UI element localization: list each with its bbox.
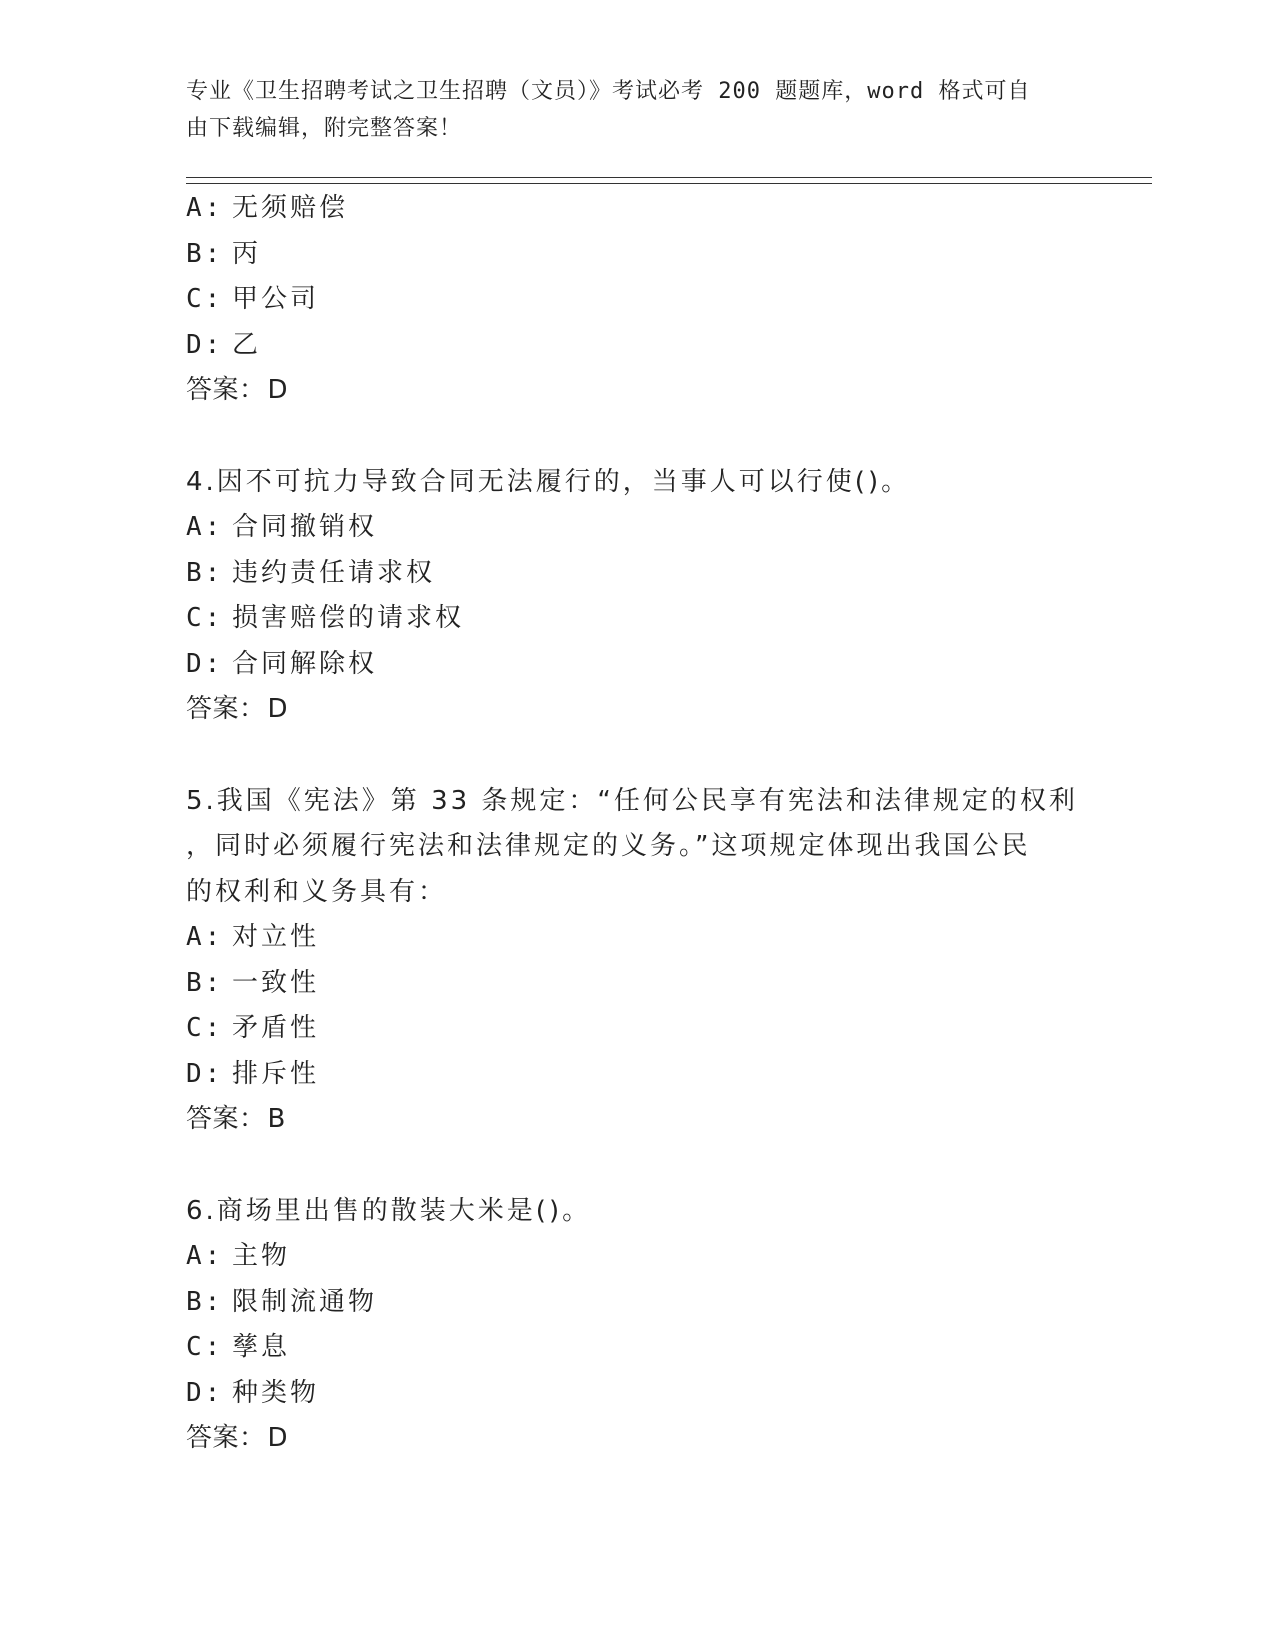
option-c [186, 277, 1086, 323]
option-d [186, 642, 1086, 688]
answer-line [186, 368, 1086, 414]
option-a [186, 505, 1086, 551]
question-text: 6.商场里出售的散装大米是()。 [186, 1195, 592, 1226]
option-letter: C: [186, 1332, 224, 1362]
option-a [186, 1234, 1086, 1280]
option-letter: D: [186, 329, 224, 360]
option-letter: A: [186, 922, 224, 952]
option-letter: B: [186, 1286, 224, 1317]
option-a [186, 186, 1086, 232]
option-text: 合同撤销权 [232, 512, 378, 542]
option-letter: A: [186, 512, 224, 542]
option-b [186, 961, 1086, 1007]
option-letter: A: [186, 1241, 224, 1271]
option-text: 种类物 [232, 1377, 320, 1408]
option-text: 甲公司 [232, 284, 320, 314]
question-4 [186, 460, 1086, 733]
question-5 [186, 779, 1086, 1143]
option-a [186, 915, 1086, 961]
question-list [186, 186, 1086, 1462]
answer-line [186, 1416, 1086, 1462]
answer-label: 答案： [186, 1423, 266, 1453]
option-b [186, 551, 1086, 597]
answer-line [186, 1097, 1086, 1143]
question-text-line-2: ，同时必须履行宪法和法律规定的义务。”这项规定体现出我国公民 [186, 831, 1031, 861]
option-c [186, 1325, 1086, 1371]
answer-value: B [267, 1104, 286, 1134]
answer-value: D [267, 694, 289, 724]
option-b [186, 232, 1086, 278]
option-d [186, 323, 1086, 369]
option-text: 排斥性 [232, 1058, 320, 1089]
header-divider [186, 177, 1152, 184]
document-header [186, 73, 1066, 147]
header-line-2: 由下载编辑，附完整答案！ [186, 116, 463, 141]
question-text-line-1: 5.我国《宪法》第 33 条规定：“任何公民享有宪法和法律规定的权利 [186, 785, 1078, 816]
question-text-line-3: 的权利和义务具有： [186, 876, 448, 907]
option-letter: B: [186, 238, 224, 269]
answer-label: 答案： [186, 375, 266, 405]
option-text: 主物 [232, 1241, 291, 1271]
header-line-1: 专业《卫生招聘考试之卫生招聘（文员）》考试必考 200 题题库，word 格式可自 [186, 79, 1031, 104]
option-d [186, 1371, 1086, 1417]
option-letter: D: [186, 648, 224, 679]
option-letter: B: [186, 967, 224, 998]
question-6 [186, 1189, 1086, 1462]
option-c [186, 596, 1086, 642]
option-letter: C: [186, 603, 224, 633]
answer-line [186, 687, 1086, 733]
question-3-tail [186, 186, 1086, 414]
option-c [186, 1006, 1086, 1052]
option-letter: D: [186, 1377, 224, 1408]
option-b [186, 1280, 1086, 1326]
option-text: 丙 [232, 238, 262, 269]
option-letter: D: [186, 1058, 224, 1089]
option-text: 对立性 [232, 922, 320, 952]
answer-value: D [267, 1423, 289, 1453]
option-letter: B: [186, 557, 224, 588]
option-letter: C: [186, 284, 224, 314]
question-text: 4.因不可抗力导致合同无法履行的，当事人可以行使()。 [186, 466, 911, 497]
answer-value: D [267, 375, 289, 405]
option-text: 乙 [232, 329, 262, 360]
option-text: 限制流通物 [232, 1286, 378, 1317]
option-text: 矛盾性 [232, 1013, 320, 1043]
option-text: 损害赔偿的请求权 [232, 603, 465, 633]
option-d [186, 1052, 1086, 1098]
option-text: 一致性 [232, 967, 320, 998]
answer-label: 答案： [186, 694, 266, 724]
option-text: 孳息 [232, 1332, 291, 1362]
answer-label: 答案： [186, 1104, 266, 1134]
option-text: 合同解除权 [232, 648, 378, 679]
option-text: 违约责任请求权 [232, 557, 436, 588]
option-text: 无须赔偿 [232, 193, 349, 223]
option-letter: A: [186, 193, 224, 223]
option-letter: C: [186, 1013, 224, 1043]
